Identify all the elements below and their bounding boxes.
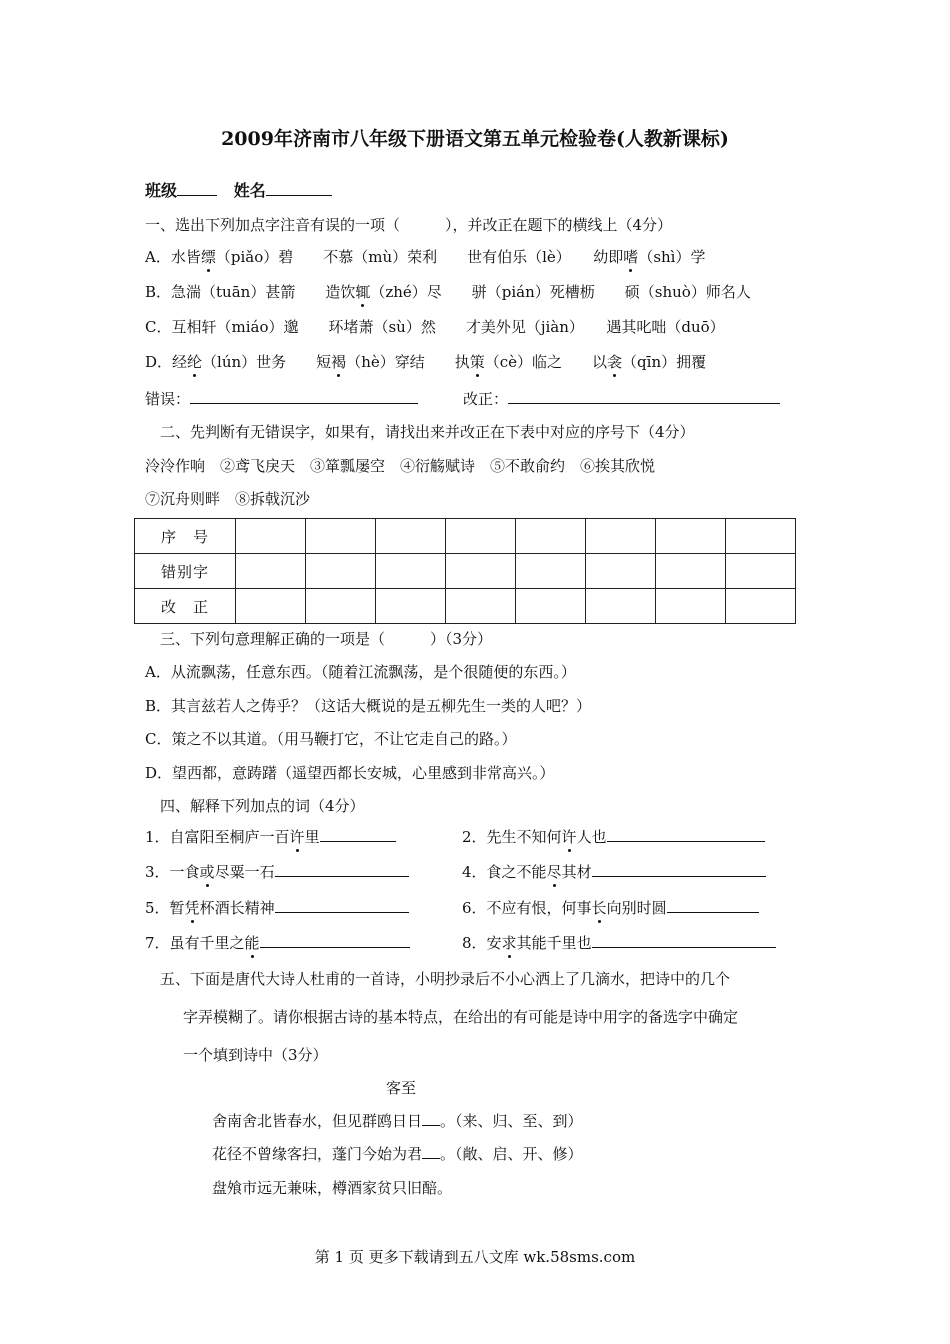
q4-item-8: 8．安求其能千里也	[462, 932, 776, 953]
row-header-fix: 改 正	[135, 589, 236, 624]
class-name-line	[145, 178, 332, 201]
q1-answer-line	[145, 388, 780, 409]
q5-stem-1: 五、下面是唐代大诗人杜甫的一首诗，小明抄录后不小心洒上了几滴水，把诗中的几个	[160, 970, 731, 988]
q2-stem: 二、先判断有无错误字，如果有，请找出来并改正在下表中对应的序号下（4分）	[160, 423, 695, 441]
q1-option-b: B．急湍（tuān）甚箭 造饮辄（zhé）尽 骈（pián）死槽枥 硕（shuò）师名人	[145, 283, 751, 301]
q4-item-6: 6．不应有恨，何事长向别时圆	[462, 897, 759, 918]
fix-blank[interactable]	[508, 389, 780, 404]
q1-stem: 一、选出下列加点字注音有误的一项（ ），并改正在题下的横线上（4分）	[145, 216, 673, 234]
name-label: 姓名	[233, 181, 266, 200]
q3-option-d: D．望西都，意踌躇（遥望西都长安城，心里感到非常高兴。）	[145, 764, 555, 782]
table-row	[135, 554, 796, 589]
q2-answer-table	[134, 518, 796, 624]
table-row	[135, 589, 796, 624]
footer: 第 1 页 更多下载请到五八文库 wk.58sms.com	[314, 1248, 636, 1266]
name-blank[interactable]	[266, 181, 332, 196]
q2-line-2: ⑦沉舟则畔 ⑧拆戟沉沙	[145, 490, 311, 508]
q4-item-2: 2．先生不知何许人也	[462, 826, 765, 847]
class-label: 班级	[145, 181, 178, 200]
fix-label: 改正：	[463, 390, 509, 408]
q3-stem: 三、下列句意理解正确的一项是（ ）（3分）	[160, 630, 493, 648]
q4-stem: 四、解释下列加点的词（4分）	[160, 797, 365, 815]
q1-option-d: D．经纶（lún）世务 短褐（hè）穿结 执策（cè）临之 以衾（qīn）拥覆	[145, 353, 707, 371]
q3-option-a: A．从流飘荡，任意东西。（随着江流飘荡，是个很随便的东西。）	[145, 663, 576, 681]
q4-item-7: 7．虽有千里之能	[145, 932, 410, 953]
wrong-label: 错误：	[145, 390, 191, 408]
poem-line-1: 舍南舍北皆春水，但见群鸥日日 。（来、归、至、到）	[212, 1112, 583, 1130]
class-blank[interactable]	[177, 181, 217, 196]
page-title: 2009年济南市八年级下册语文第五单元检验卷(人教新课标)	[221, 128, 729, 150]
q4-item-5: 5．暂凭杯酒长精神	[145, 897, 409, 918]
q2-line-1: 泠泠作响 ②鸢飞戾天 ③箪瓢屡空 ④衍觞赋诗 ⑤不敢俞约 ⑥挨其欣悦	[145, 457, 656, 475]
poem-line-3: 盘飧市远无兼味，樽酒家贫只旧醅。	[212, 1179, 453, 1197]
q1-option-c: C．互相轩（miáo）邈 环堵萧（sù）然 才美外见（jiàn） 遇其叱咄（duō）	[145, 318, 725, 336]
table-row	[135, 519, 796, 554]
row-header-number: 序 号	[135, 519, 236, 554]
poem-line-2: 花径不曾缘客扫，蓬门今始为君 。（敞、启、开、修）	[212, 1145, 583, 1163]
q4-item-1: 1．自富阳至桐庐一百许里	[145, 826, 396, 847]
q5-stem-3: 一个填到诗中（3分）	[183, 1046, 328, 1064]
q1-option-a: A．水皆缥（piǎo）碧 不慕（mù）荣利 世有伯乐（lè） 幼即嗜（shì）学	[145, 248, 706, 266]
q4-item-3: 3．一食或尽粟一石	[145, 861, 409, 882]
q3-option-b: B．其言兹若人之俦乎？（这话大概说的是五柳先生一类的人吧？）	[145, 697, 592, 715]
row-header-wrong: 错别字	[135, 554, 236, 589]
q3-option-c: C．策之不以其道。（用马鞭打它，不让它走自己的路。）	[145, 730, 517, 748]
poem-title: 客至	[386, 1079, 417, 1097]
q4-item-4: 4．食之不能尽其材	[462, 861, 766, 882]
q5-stem-2: 字弄模糊了。请你根据古诗的基本特点，在给出的有可能是诗中用字的备选字中确定	[183, 1008, 739, 1026]
wrong-blank[interactable]	[190, 389, 418, 404]
